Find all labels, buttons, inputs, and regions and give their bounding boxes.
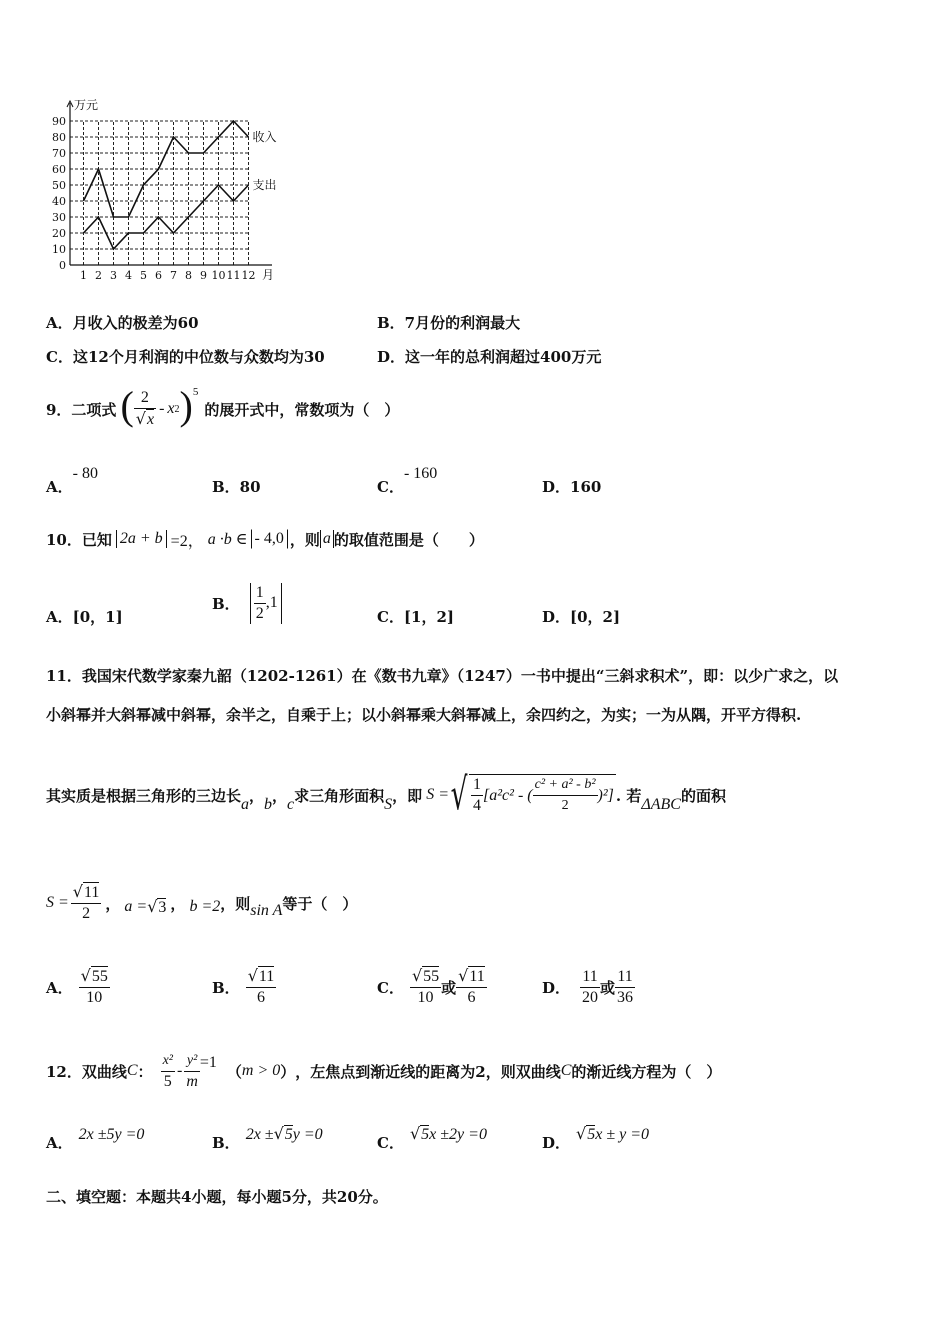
x-tick-label: 2 — [95, 269, 102, 282]
q10-option-c[interactable]: C．[1，2] — [377, 608, 455, 626]
chart-axes — [67, 101, 272, 265]
q9-binomial: ( $\frac{2}{√x}$ - x 2 ) $^5$ — [120, 383, 199, 428]
q10-option-b[interactable]: B． $\frac{1}{2}$ ,1 — [212, 578, 282, 628]
q10-mid: ，则 — [289, 530, 320, 549]
x-tick-label: 3 — [110, 269, 117, 282]
y-tick-label: 10 — [52, 243, 66, 256]
x-tick-label: 1 — [80, 269, 87, 282]
series-label: 收入 — [252, 130, 277, 144]
q10-option-d[interactable]: D．[0，2] — [542, 608, 621, 626]
q11-line1: 11．我国宋代数学家秦九韶（1202-1261）在《数书九章》（1247）一书中提出“三斜求积术”，即：以少广求之，以 — [46, 667, 839, 685]
q10-interval: - 4,0 — [251, 529, 288, 549]
q8-option-a[interactable]: A．月收入的极差为60 — [46, 314, 199, 332]
x-tick-label: 6 — [155, 269, 162, 282]
q10-abs-a: a — [320, 530, 334, 548]
q8-option-b[interactable]: B．7月份的利润最大 — [377, 314, 521, 332]
chart-grid — [70, 121, 249, 265]
q10-eq: =2， — [170, 532, 204, 550]
q9-stem — [46, 384, 399, 434]
q11-option-d[interactable]: D． $\frac{11}{20}$ 或 $\frac{11}{36}$ — [542, 967, 634, 1006]
x-tick-label: 9 — [200, 269, 207, 282]
q10-dot: a ·b ∈ — [207, 531, 248, 548]
y-tick-label: 0 — [59, 259, 66, 272]
q11-option-a[interactable]: A． $\frac{√55}{10}$ — [46, 966, 108, 1006]
q9-option-b[interactable]: B．80 — [212, 478, 261, 496]
q10-prefix: 10．已知 — [46, 530, 112, 549]
q12-stem: 12．双曲线 C ： $\frac{\text{x²}}{5}$ - $\frac{\text{y²}}{m}$ =1 （ m > 0 ） ，左焦点到渐近线的距离为2，则双曲线 C 的渐近线方程为（ ） — [46, 1052, 722, 1090]
q11-formula: S = √ $\frac{1}{4}$ [a²c² - ( $\frac{\text{c² + a² - b²}}{2}$ )²] — [426, 769, 614, 820]
y-axis-label: 万元 — [74, 98, 99, 112]
q10-stem — [46, 524, 484, 554]
q10-suffix: 的取值范围是（ ） — [333, 530, 484, 549]
q11-option-b[interactable]: B． $\frac{√11}{6}$ — [212, 966, 275, 1006]
q10-abs-expr: 2a + b — [116, 530, 167, 548]
x-tick-label: 4 — [125, 269, 132, 282]
x-tick-label: 7 — [170, 269, 177, 282]
q9-prefix: 9．二项式 — [46, 400, 117, 419]
x-axis-label: 月 — [262, 268, 275, 282]
y-tick-label: 70 — [52, 147, 66, 160]
y-tick-label: 30 — [52, 211, 66, 224]
q12-option-a[interactable]: A． 2x ±5y =0 — [46, 1126, 145, 1152]
q12-option-b[interactable]: B． 2x ±√5y =0 — [212, 1124, 323, 1152]
q11-option-c[interactable]: C． $\frac{√55}{10}$ 或 $\frac{√11}{6}$ — [377, 966, 485, 1006]
y-tick-label: 80 — [52, 131, 66, 144]
y-tick-label: 50 — [52, 179, 66, 192]
q11-line4: S = $\frac{√11}{2}$ ， a = √3 ， b =2 ，则 sin A 等于（ ） — [46, 882, 358, 922]
q10-option-a[interactable]: A．[0，1] — [46, 608, 123, 626]
x-tick-label: 11 — [226, 269, 241, 282]
x-tick-label: 10 — [211, 269, 226, 282]
q9-fraction: $\frac{2}{√x}$ — [135, 389, 155, 428]
q9-option-a[interactable]: A．- 80 — [46, 465, 98, 496]
x-tick-label: 8 — [185, 269, 192, 282]
series-label: 支出 — [252, 178, 277, 192]
q9-suffix: 的展开式中，常数项为（ ） — [204, 400, 400, 419]
x-tick-label: 12 — [241, 269, 256, 282]
section-2-heading: 二、填空题：本题共4小题，每小题5分，共20分。 — [46, 1188, 388, 1206]
y-tick-label: 60 — [52, 163, 66, 176]
y-tick-label: 40 — [52, 195, 66, 208]
q11-line2: 小斜幂并大斜幂减中斜幂，余半之，自乘于上；以小斜幂乘大斜幂减上，余四约之，为实；一为从隅，开平方得积. — [46, 706, 802, 724]
q8-option-d[interactable]: D．这一年的总利润超过400万元 — [377, 348, 602, 366]
income-expense-chart — [42, 95, 282, 285]
q12-option-d[interactable]: D． √5x ± y =0 — [542, 1124, 649, 1152]
q9-option-d[interactable]: D．160 — [542, 478, 602, 496]
q11-line3: 其实质是根据三角形的三边长 a ， b ， c 求三角形面积 S ，即 S = √ $\frac{1}{4}$ [a²c² - ( $\frac{\text{c² + a² - b²}}{2}$ )²] . 若 ΔABC 的面积 — [46, 769, 726, 820]
y-tick-label: 90 — [52, 115, 66, 128]
q8-option-c[interactable]: C．这12个月利润的中位数与众数均为30 — [46, 348, 325, 366]
y-tick-label: 20 — [52, 227, 66, 240]
q12-option-c[interactable]: C． √5x ±2y =0 — [377, 1124, 487, 1152]
x-tick-label: 5 — [140, 269, 147, 282]
q9-option-c[interactable]: C．- 160 — [377, 465, 438, 496]
